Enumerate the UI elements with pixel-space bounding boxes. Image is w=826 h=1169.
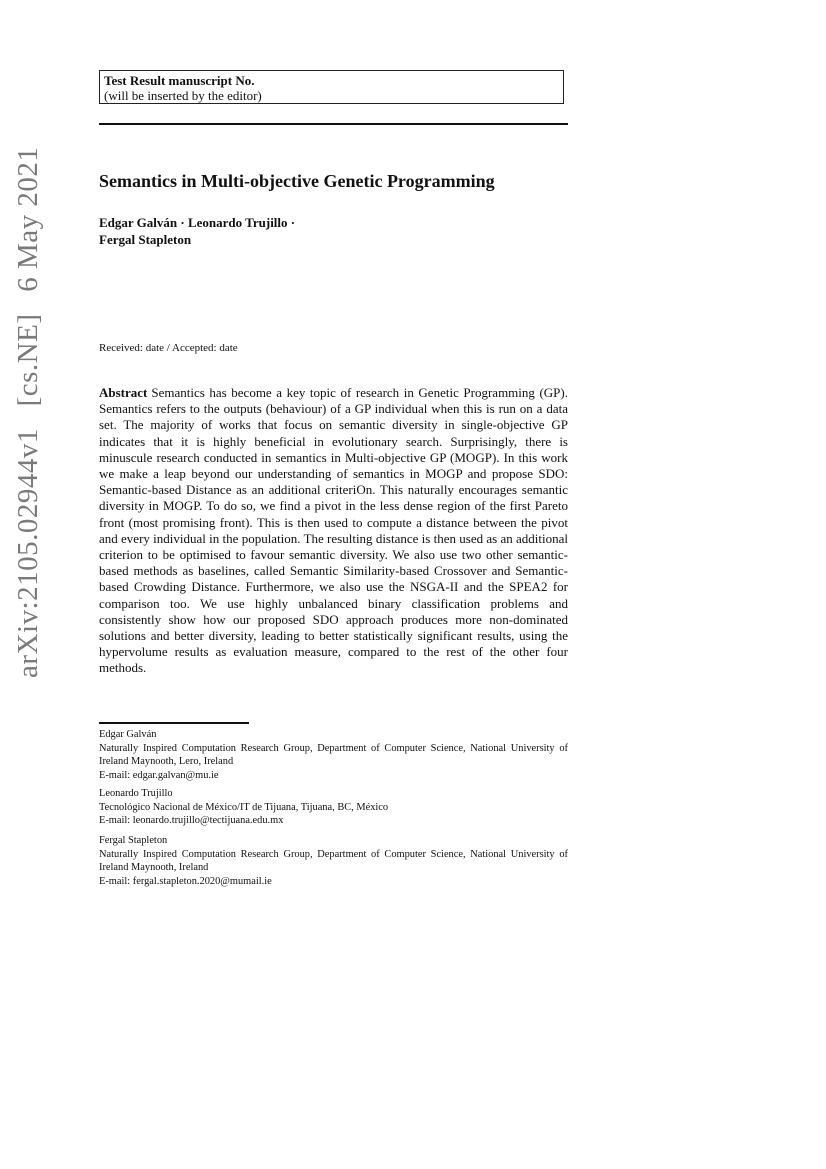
affiliation-name: Edgar Galván (99, 729, 157, 740)
arxiv-date: 6 May 2021 (12, 146, 44, 292)
affiliation-block (99, 787, 568, 828)
editor-note: (will be inserted by the editor) (104, 88, 262, 103)
footnote-rule (99, 722, 249, 724)
affiliation-institution: Tecnológico Nacional de México/IT de Tijuana, Tijuana, BC, México (99, 801, 389, 813)
arxiv-category: [cs.NE] (12, 313, 44, 407)
manuscript-number-label: Test Result manuscript No. (104, 73, 255, 88)
affiliation-institution: Naturally Inspired Computation Research Group, Department of Computer Science, National University of Ireland Maynooth, Lero, Ireland (99, 742, 568, 767)
author-line-1: Edgar Galván · Leonardo Trujillo · (99, 215, 296, 230)
affiliation-block (99, 728, 568, 782)
affiliation-name: Fergal Stapleton (99, 835, 168, 846)
abstract-text: Semantics has become a key topic of research in Genetic Programming (GP). Semantics refers to the outputs (behaviour) of a GP individual when this is run on a data set. The majority of works that focus on semantic diversity in single-objective GP indicates that it is highly beneficial in evolutionary search. Surprisingly, there is minuscule research conducted in semantics in Multi-objective GP (MOGP). In this work we make a leap beyond our understanding of semantics in MOGP and propose SDO: Semantic-based Distance as an additional criteriOn. This naturally encourages semantic diversity in MOGP. To do so, we find a pivot in the less dense region of the first Pareto front (most promising front). This is then used to compute a distance between the pivot and every individual in the population. The resulting distance is then used as an additional criterion to be optimised to favour semantic diversity. We also use two other semantic-based methods as baselines, called Semantic Similarity-based Crossover and Semantic-based Crowding Distance. Furthermore, we also use the NSGA-II and the SPEA2 for comparison too. We use highly unbalanced binary classification problems and consistently show how our proposed SDO approach produces more non-dominated solutions and better diversity, leading to better statistically significant results, using the hypervolume results as evaluation measure, compared to the rest of the other four methods. (99, 385, 568, 676)
affiliation-block (99, 834, 568, 888)
paper-title: Semantics in Multi-objective Genetic Programming (99, 171, 495, 191)
author-line-2: Fergal Stapleton (99, 232, 192, 247)
affiliation-email: E-mail: leonardo.trujillo@tectijuana.edu.mx (99, 815, 284, 826)
editor-box (99, 70, 564, 104)
affiliation-name: Leonardo Trujillo (99, 788, 173, 799)
author-list (99, 214, 399, 248)
arxiv-id: arXiv:2105.02944v1 (12, 428, 44, 678)
affiliation-institution: Naturally Inspired Computation Research Group, Department of Computer Science, National University of Ireland Maynooth, Ireland (99, 848, 568, 873)
affiliation-email: E-mail: edgar.galvan@mu.ie (99, 769, 219, 781)
abstract (99, 385, 568, 677)
received-date: Received: date / Accepted: date (99, 342, 238, 354)
affiliation-email: E-mail: fergal.stapleton.2020@mumail.ie (99, 875, 272, 887)
header-rule (99, 123, 568, 125)
abstract-label: Abstract (99, 385, 148, 400)
arxiv-stamp (12, 0, 45, 678)
